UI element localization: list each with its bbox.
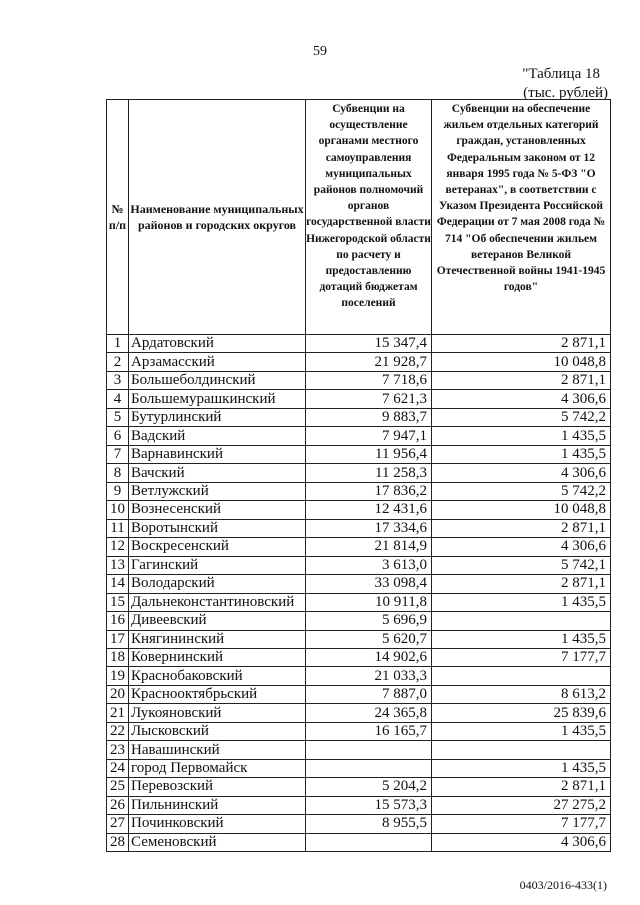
subvention-housing-value: 2 871,1 (432, 371, 611, 389)
row-number: 5 (107, 408, 129, 426)
district-name: Гагинский (129, 556, 306, 574)
subvention-housing-value: 10 048,8 (432, 353, 611, 371)
subvention-housing-value: 5 742,2 (432, 408, 611, 426)
subvention-subsidies-value: 7 621,3 (306, 390, 432, 408)
district-name: Пильнинский (129, 796, 306, 814)
row-number: 12 (107, 538, 129, 556)
table-row (107, 796, 611, 814)
district-name: Дальнеконстантиновский (129, 593, 306, 611)
subvention-housing-value: 25 839,6 (432, 704, 611, 722)
row-number: 17 (107, 630, 129, 648)
subvention-housing-value: 4 306,6 (432, 833, 611, 851)
district-name: Вадский (129, 427, 306, 445)
row-number: 18 (107, 648, 129, 666)
subvention-subsidies-value: 5 204,2 (306, 778, 432, 796)
subvention-subsidies-value: 7 887,0 (306, 685, 432, 703)
subvention-subsidies-value: 17 836,2 (306, 482, 432, 500)
subvention-housing-value: 5 742,2 (432, 482, 611, 500)
subvention-housing-value: 4 306,6 (432, 464, 611, 482)
table-row (107, 390, 611, 408)
district-name: Воскресенский (129, 538, 306, 556)
subvention-subsidies-value: 7 947,1 (306, 427, 432, 445)
table-row (107, 593, 611, 611)
subvention-housing-value: 7 177,7 (432, 815, 611, 833)
row-number: 8 (107, 464, 129, 482)
subvention-subsidies-value (306, 741, 432, 759)
subvention-housing-value: 1 435,5 (432, 722, 611, 740)
header-name: Наименование муниципальных районов и городских округов (129, 100, 306, 335)
subvention-housing-value: 27 275,2 (432, 796, 611, 814)
row-number: 27 (107, 815, 129, 833)
district-name: Дивеевский (129, 612, 306, 630)
table-row (107, 464, 611, 482)
subvention-subsidies-value: 5 696,9 (306, 612, 432, 630)
table-row (107, 778, 611, 796)
subvention-housing-value: 4 306,6 (432, 390, 611, 408)
row-number: 2 (107, 353, 129, 371)
row-number: 14 (107, 575, 129, 593)
district-name: Вачский (129, 464, 306, 482)
subvention-subsidies-value: 10 911,8 (306, 593, 432, 611)
row-number: 28 (107, 833, 129, 851)
subvention-subsidies-value: 11 956,4 (306, 445, 432, 463)
table-row (107, 685, 611, 703)
district-name: Арзамасский (129, 353, 306, 371)
row-number: 16 (107, 612, 129, 630)
subvention-housing-value: 2 871,1 (432, 575, 611, 593)
table-row (107, 482, 611, 500)
row-number: 10 (107, 501, 129, 519)
row-number: 13 (107, 556, 129, 574)
subvention-subsidies-value: 17 334,6 (306, 519, 432, 537)
table-row (107, 519, 611, 537)
header-subvention-subsidies: Субвенции на осуществление органами местного самоуправления муниципальных районов полномочий органов государственной власти Нижегородской области по расчету и предоставлению дотаций бюджетам поселений (306, 100, 432, 335)
subvention-housing-value: 1 435,5 (432, 445, 611, 463)
district-name: Княгининский (129, 630, 306, 648)
row-number: 4 (107, 390, 129, 408)
table-row (107, 704, 611, 722)
subvention-subsidies-value (306, 759, 432, 777)
table-row (107, 408, 611, 426)
row-number: 20 (107, 685, 129, 703)
district-name: Ардатовский (129, 335, 306, 353)
district-name: Ковернинский (129, 648, 306, 666)
district-name: Воротынский (129, 519, 306, 537)
subvention-housing-value (432, 741, 611, 759)
district-name: Краснооктябрьский (129, 685, 306, 703)
subvention-subsidies-value: 16 165,7 (306, 722, 432, 740)
subvention-subsidies-value: 9 883,7 (306, 408, 432, 426)
subventions-table (106, 99, 611, 852)
district-name: Семеновский (129, 833, 306, 851)
row-number: 1 (107, 335, 129, 353)
table-row (107, 556, 611, 574)
subvention-housing-value (432, 667, 611, 685)
subvention-housing-value: 8 613,2 (432, 685, 611, 703)
header-number: № п/п (107, 100, 129, 335)
subvention-subsidies-value: 24 365,8 (306, 704, 432, 722)
table-row (107, 667, 611, 685)
row-number: 24 (107, 759, 129, 777)
table-row (107, 445, 611, 463)
subvention-subsidies-value: 14 902,6 (306, 648, 432, 666)
subvention-housing-value: 5 742,1 (432, 556, 611, 574)
subvention-subsidies-value: 5 620,7 (306, 630, 432, 648)
table-row (107, 741, 611, 759)
subvention-subsidies-value: 33 098,4 (306, 575, 432, 593)
district-name: Большеболдинский (129, 371, 306, 389)
subvention-housing-value: 10 048,8 (432, 501, 611, 519)
subvention-housing-value: 2 871,1 (432, 519, 611, 537)
subvention-housing-value (432, 612, 611, 630)
row-number: 11 (107, 519, 129, 537)
table-row (107, 335, 611, 353)
row-number: 19 (107, 667, 129, 685)
table-row (107, 612, 611, 630)
subvention-subsidies-value (306, 833, 432, 851)
subvention-subsidies-value: 11 258,3 (306, 464, 432, 482)
row-number: 21 (107, 704, 129, 722)
row-number: 26 (107, 796, 129, 814)
table-row (107, 722, 611, 740)
table-row (107, 575, 611, 593)
row-number: 22 (107, 722, 129, 740)
subvention-subsidies-value: 15 573,3 (306, 796, 432, 814)
subvention-housing-value: 7 177,7 (432, 648, 611, 666)
district-name: Краснобаковский (129, 667, 306, 685)
table-body (107, 335, 611, 852)
table-row (107, 815, 611, 833)
subvention-subsidies-value: 3 613,0 (306, 556, 432, 574)
row-number: 23 (107, 741, 129, 759)
table-row (107, 427, 611, 445)
table-row (107, 630, 611, 648)
table-row (107, 538, 611, 556)
subvention-housing-value: 4 306,6 (432, 538, 611, 556)
subvention-subsidies-value: 8 955,5 (306, 815, 432, 833)
subvention-housing-value: 1 435,5 (432, 593, 611, 611)
district-name: Володарский (129, 575, 306, 593)
table-row (107, 648, 611, 666)
table-row (107, 759, 611, 777)
district-name: Ветлужский (129, 482, 306, 500)
subvention-subsidies-value: 21 033,3 (306, 667, 432, 685)
row-number: 7 (107, 445, 129, 463)
subvention-subsidies-value: 21 928,7 (306, 353, 432, 371)
table-row (107, 353, 611, 371)
district-name: Перевозский (129, 778, 306, 796)
subvention-housing-value: 2 871,1 (432, 335, 611, 353)
subvention-subsidies-value: 12 431,6 (306, 501, 432, 519)
subvention-housing-value: 1 435,5 (432, 759, 611, 777)
subvention-housing-value: 2 871,1 (432, 778, 611, 796)
district-name: Варнавинский (129, 445, 306, 463)
subvention-subsidies-value: 15 347,4 (306, 335, 432, 353)
table-title: "Таблица 18 (522, 66, 600, 82)
row-number: 15 (107, 593, 129, 611)
subvention-subsidies-value: 7 718,6 (306, 371, 432, 389)
row-number: 3 (107, 371, 129, 389)
document-code: 0403/2016-433(1) (519, 878, 607, 892)
subvention-housing-value: 1 435,5 (432, 630, 611, 648)
district-name: город Первомайск (129, 759, 306, 777)
table-row (107, 833, 611, 851)
table-header-row (107, 100, 611, 335)
district-name: Навашинский (129, 741, 306, 759)
page-number: 59 (313, 44, 327, 59)
table-unit: (тыс. рублей) (523, 85, 608, 101)
district-name: Большемурашкинский (129, 390, 306, 408)
district-name: Лукояновский (129, 704, 306, 722)
district-name: Лысковский (129, 722, 306, 740)
district-name: Вознесенский (129, 501, 306, 519)
header-subvention-housing: Субвенции на обеспечение жильем отдельных категорий граждан, установленных Федеральным законом от 12 января 1995 года № 5-ФЗ "О ветеранах", в соответствии с Указом Президента Российской Федерации от 7 мая 2008 года № 714 "Об обеспечении жильем ветеранов Великой Отечественной войны 1941-1945 годов" (432, 100, 611, 335)
table-row (107, 371, 611, 389)
subvention-subsidies-value: 21 814,9 (306, 538, 432, 556)
row-number: 6 (107, 427, 129, 445)
subvention-housing-value: 1 435,5 (432, 427, 611, 445)
row-number: 25 (107, 778, 129, 796)
table-row (107, 501, 611, 519)
row-number: 9 (107, 482, 129, 500)
district-name: Починковский (129, 815, 306, 833)
district-name: Бутурлинский (129, 408, 306, 426)
